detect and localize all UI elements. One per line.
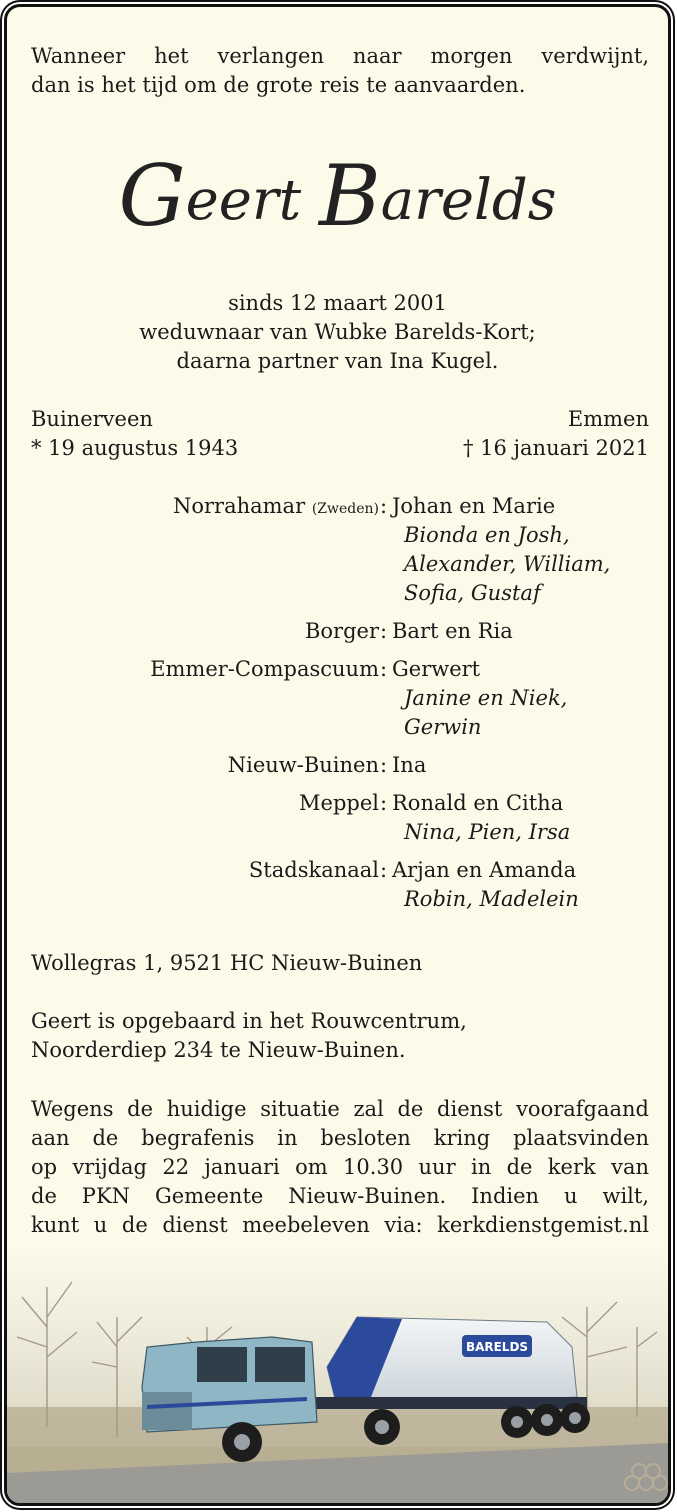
family-members: Ronald en Citha	[392, 791, 564, 815]
family-place-note: (Zweden)	[311, 501, 379, 517]
family-names	[392, 617, 668, 646]
service-line: de PKN Gemeente Nieuw-Buinen. Indien u wilt,	[31, 1184, 649, 1208]
family-names	[392, 789, 668, 847]
colon-separator: :	[380, 858, 388, 882]
family-grandchildren: Robin, Madelein	[404, 887, 579, 911]
service-line: aan de begrafenis in besloten kring plaatsvinden	[31, 1126, 649, 1150]
colon-separator: :	[380, 791, 388, 815]
status-line: daarna partner van Ina Kugel.	[176, 349, 499, 373]
family-names	[392, 751, 668, 780]
intro-poem	[31, 42, 649, 100]
birth-place: Buinerveen	[31, 407, 153, 431]
viewing-line: Geert is opgebaard in het Rouwcentrum,	[31, 1009, 467, 1033]
family-row	[7, 617, 668, 646]
address: Wollegras 1, 9521 HC Nieuw-Buinen	[31, 951, 423, 975]
viewing-line: Noorderdiep 234 te Nieuw-Buinen.	[31, 1038, 406, 1062]
family-grandchildren: Bionda en Josh,	[404, 523, 570, 547]
family-grandchildren: Gerwin	[404, 715, 482, 739]
family-place-name: Emmer-Compascuum	[150, 657, 379, 681]
name-first-initial: G	[118, 147, 186, 245]
family-place	[173, 492, 379, 524]
status-line: weduwnaar van Wubke Barelds-Kort;	[139, 320, 536, 344]
marital-status	[7, 289, 668, 376]
family-members: Arjan en Amanda	[392, 858, 577, 882]
family-members: Bart en Ria	[392, 619, 513, 643]
status-line: sinds 12 maart 2001	[228, 291, 447, 315]
family-row	[7, 751, 668, 780]
colon-separator: :	[380, 753, 388, 777]
family-place	[299, 789, 379, 818]
obituary-card	[4, 4, 671, 1506]
name-last-rest: arelds	[380, 168, 557, 233]
family-place	[249, 856, 379, 885]
family-place-name: Norrahamar	[172, 494, 306, 518]
name-first-rest: eert	[185, 168, 302, 233]
family-members: Gerwert	[392, 657, 481, 681]
family-list	[7, 492, 668, 923]
truck-logo: BARELDS	[465, 1340, 529, 1354]
family-grandchildren: Sofia, Gustaf	[404, 581, 541, 605]
death-date: † 16 januari 2021	[462, 436, 649, 460]
family-place-name: Meppel	[299, 791, 379, 815]
family-row	[7, 655, 668, 742]
family-names	[392, 856, 668, 914]
death-place: Emmen	[567, 407, 649, 431]
intro-line: Wanneer het verlangen naar morgen verdwijnt,	[31, 44, 649, 68]
family-row	[7, 789, 668, 847]
colon-separator: :	[380, 619, 388, 643]
viewing-info	[31, 1007, 649, 1065]
family-place	[305, 617, 379, 646]
family-place	[150, 655, 379, 684]
colon-separator: :	[380, 494, 388, 518]
birth-info	[31, 405, 238, 463]
death-info	[463, 405, 649, 463]
family-names	[392, 655, 668, 742]
family-place	[228, 751, 379, 780]
family-names	[392, 492, 668, 608]
service-line: kunt u de dienst meebeleven via: kerkdienstgemist.nl	[31, 1213, 649, 1237]
family-row	[7, 856, 668, 914]
family-place-name: Nieuw-Buinen	[227, 753, 379, 777]
service-line: Wegens de huidige situatie zal de dienst voorafgaand	[31, 1097, 649, 1121]
family-row	[7, 492, 668, 608]
family-grandchildren: Janine en Niek,	[404, 686, 568, 710]
family-place-name: Stadskanaal	[248, 858, 379, 882]
colon-separator: :	[380, 657, 388, 681]
family-members: Johan en Marie	[392, 494, 556, 518]
intro-line: dan is het tijd om de grote reis te aanvaarden.	[31, 73, 526, 97]
family-grandchildren: Nina, Pien, Irsa	[404, 820, 571, 844]
family-grandchildren: Alexander, William,	[404, 552, 611, 576]
family-members: Ina	[392, 753, 427, 777]
family-place-name: Borger	[304, 619, 379, 643]
deceased-name	[7, 147, 668, 245]
name-last-initial: B	[318, 147, 381, 245]
truck-photo	[7, 1247, 668, 1503]
service-info	[31, 1095, 649, 1240]
service-line: op vrijdag 22 januari om 10.30 uur in de kerk van	[31, 1155, 649, 1179]
birth-date: * 19 augustus 1943	[31, 436, 239, 460]
